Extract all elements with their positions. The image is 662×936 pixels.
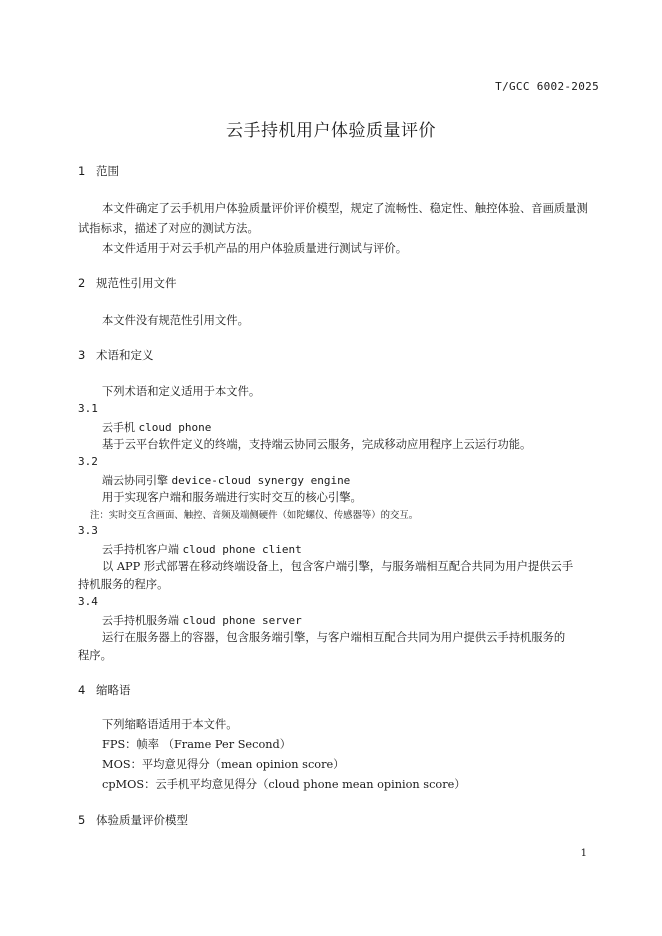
clause-number: 3.1	[78, 402, 98, 415]
section-title: 缩略语	[96, 683, 131, 697]
section-1-heading	[78, 163, 119, 179]
abbreviation-item: cpMOS：云手机平均意见得分（cloud phone mean opinion score）	[102, 778, 466, 791]
term-definition: 以 APP 形式部署在移动终端设备上，包含客户端引擎，与服务端相互配合共同为用户提供云手	[102, 560, 574, 573]
section-number: 4	[78, 683, 86, 697]
term-en: cloud phone	[138, 421, 212, 434]
term-zh: 云手持机客户端	[102, 543, 179, 556]
term-entry	[102, 612, 302, 628]
abbreviation-item: FPS：帧率 （Frame Per Second）	[102, 738, 292, 751]
document-title: 云手持机用户体验质量评价	[226, 121, 436, 141]
section-number: 2	[78, 276, 86, 290]
term-entry	[102, 541, 302, 557]
section-5-heading	[78, 812, 188, 828]
section-4-heading	[78, 682, 131, 698]
term-en: cloud phone server	[182, 614, 302, 627]
section-title: 体验质量评价模型	[96, 813, 188, 827]
page-number: 1	[580, 848, 587, 859]
section-number: 1	[78, 164, 86, 178]
paragraph: 本文件没有规范性引用文件。	[102, 314, 249, 327]
section-number: 3	[78, 348, 86, 362]
paragraph: 本文件适用于对云手机产品的用户体验质量进行测试与评价。	[102, 242, 408, 255]
term-entry	[102, 472, 350, 488]
paragraph-continuation: 试指标求，描述了对应的测试方法。	[78, 222, 259, 235]
term-en: device-cloud synergy engine	[171, 474, 351, 487]
paragraph: 本文件确定了云手机用户体验质量评价评价模型，规定了流畅性、稳定性、触控体验、音画质量测	[102, 202, 588, 215]
section-title: 规范性引用文件	[96, 276, 177, 290]
term-entry	[102, 419, 211, 435]
paragraph: 下列缩略语适用于本文件。	[102, 718, 238, 731]
clause-number: 3.2	[78, 455, 98, 468]
term-definition: 用于实现客户端和服务端进行实时交互的核心引擎。	[102, 491, 362, 504]
term-zh: 云手持机服务端	[102, 614, 179, 627]
term-note: 注：实时交互含画面、触控、音频及端侧硬件（如陀螺仪、传感器等）的交互。	[90, 510, 419, 521]
term-en: cloud phone client	[182, 543, 302, 556]
section-number: 5	[78, 813, 86, 827]
term-definition: 基于云平台软件定义的终端，支持端云协同云服务，完成移动应用程序上云运行功能。	[102, 438, 532, 451]
clause-number: 3.3	[78, 524, 98, 537]
section-title: 范围	[96, 164, 119, 178]
term-definition-continuation: 程序。	[78, 649, 112, 662]
clause-number: 3.4	[78, 595, 98, 608]
section-title: 术语和定义	[96, 348, 154, 362]
section-2-heading	[78, 275, 177, 291]
term-zh: 端云协同引擎	[102, 474, 168, 487]
term-zh: 云手机	[102, 421, 135, 434]
abbreviation-item: MOS：平均意见得分（mean opinion score）	[102, 758, 345, 771]
term-definition: 运行在服务器上的容器，包含服务端引擎，与客户端相互配合共同为用户提供云手持机服务的	[102, 631, 566, 644]
term-definition-continuation: 持机服务的程序。	[78, 578, 169, 591]
paragraph: 下列术语和定义适用于本文件。	[102, 385, 261, 398]
standard-code: T/GCC 6002-2025	[495, 80, 599, 93]
section-3-heading	[78, 347, 154, 363]
